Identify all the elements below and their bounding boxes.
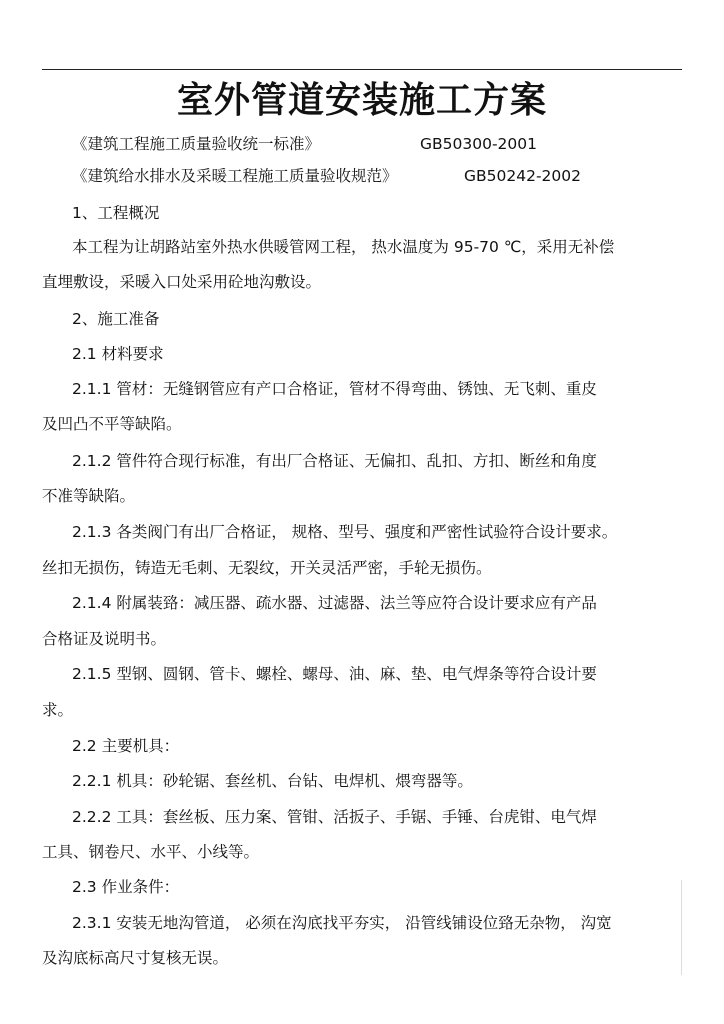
paragraph-line: 及沟底标高尺寸复核无误。 xyxy=(42,949,229,967)
paragraph-line: 及凹凸不平等缺陷。 xyxy=(42,415,182,433)
section-heading-1: 1、工程概况 xyxy=(72,204,160,222)
reference-code-2: GB50242-2002 xyxy=(464,167,581,185)
subsection-heading: 2.2 主要机具： xyxy=(72,737,180,755)
paragraph-line: 求。 xyxy=(42,701,74,719)
paragraph-line: 本工程为让胡路站室外热水供暖管网工程， 热水温度为 95-70 ℃，采用无补偿 xyxy=(72,238,615,256)
paragraph-line: 2.1.5 型钢、圆钢、管卡、螺栓、螺母、油、麻、垫、电气焊条等符合设计要 xyxy=(72,665,597,683)
subsection-heading: 2.1 材料要求 xyxy=(72,345,164,363)
paragraph-line: 2.1.1 管材：无缝钢管应有产口合格证，管材不得弯曲、锈蚀、无飞刺、重皮 xyxy=(72,380,597,398)
paragraph-line: 2.2.2 工具：套丝板、压力案、管钳、活扳子、手锯、手锤、台虎钳、电气焊 xyxy=(72,808,597,826)
paragraph-line: 2.3.1 安装无地沟管道， 必须在沟底找平夯实， 沿管线铺设位臵无杂物， 沟宽 xyxy=(72,914,612,932)
section-heading-2: 2、施工准备 xyxy=(72,310,160,328)
reference-name-1: 《建筑工程施工质量验收统一标准》 xyxy=(72,135,321,153)
document-title: 室外管道安装施工方案 xyxy=(176,80,547,121)
paragraph-line: 2.1.3 各类阀门有出厂合格证， 规格、型号、强度和严密性试验符合设计要求。 xyxy=(72,523,618,541)
paragraph-line: 不准等缺陷。 xyxy=(42,487,136,505)
subsection-heading: 2.3 作业条件： xyxy=(72,878,180,896)
reference-code-1: GB50300-2001 xyxy=(420,135,537,153)
paragraph-line: 直埋敷设，采暖入口处采用砼地沟敷设。 xyxy=(42,273,322,291)
paragraph-line: 2.1.4 附属装臵：减压器、疏水器、过滤器、法兰等应符合设计要求应有产品 xyxy=(72,594,597,612)
page-edge-mark xyxy=(681,880,682,975)
paragraph-line: 2.1.2 管件符合现行标准，有出厂合格证、无偏扣、乱扣、方扣、断丝和角度 xyxy=(72,452,597,470)
paragraph-line: 合格证及说明书。 xyxy=(42,630,167,648)
paragraph-line: 工具、钢卷尺、水平、小线等。 xyxy=(42,843,260,861)
top-rule xyxy=(42,69,682,70)
paragraph-line: 丝扣无损伤，铸造无毛刺、无裂纹，开关灵活严密，手轮无损伤。 xyxy=(42,559,492,577)
reference-name-2: 《建筑给水排水及采暖工程施工质量验收规范》 xyxy=(72,167,398,185)
paragraph-line: 2.2.1 机具：砂轮锯、套丝机、台钻、电焊机、煨弯器等。 xyxy=(72,772,473,790)
